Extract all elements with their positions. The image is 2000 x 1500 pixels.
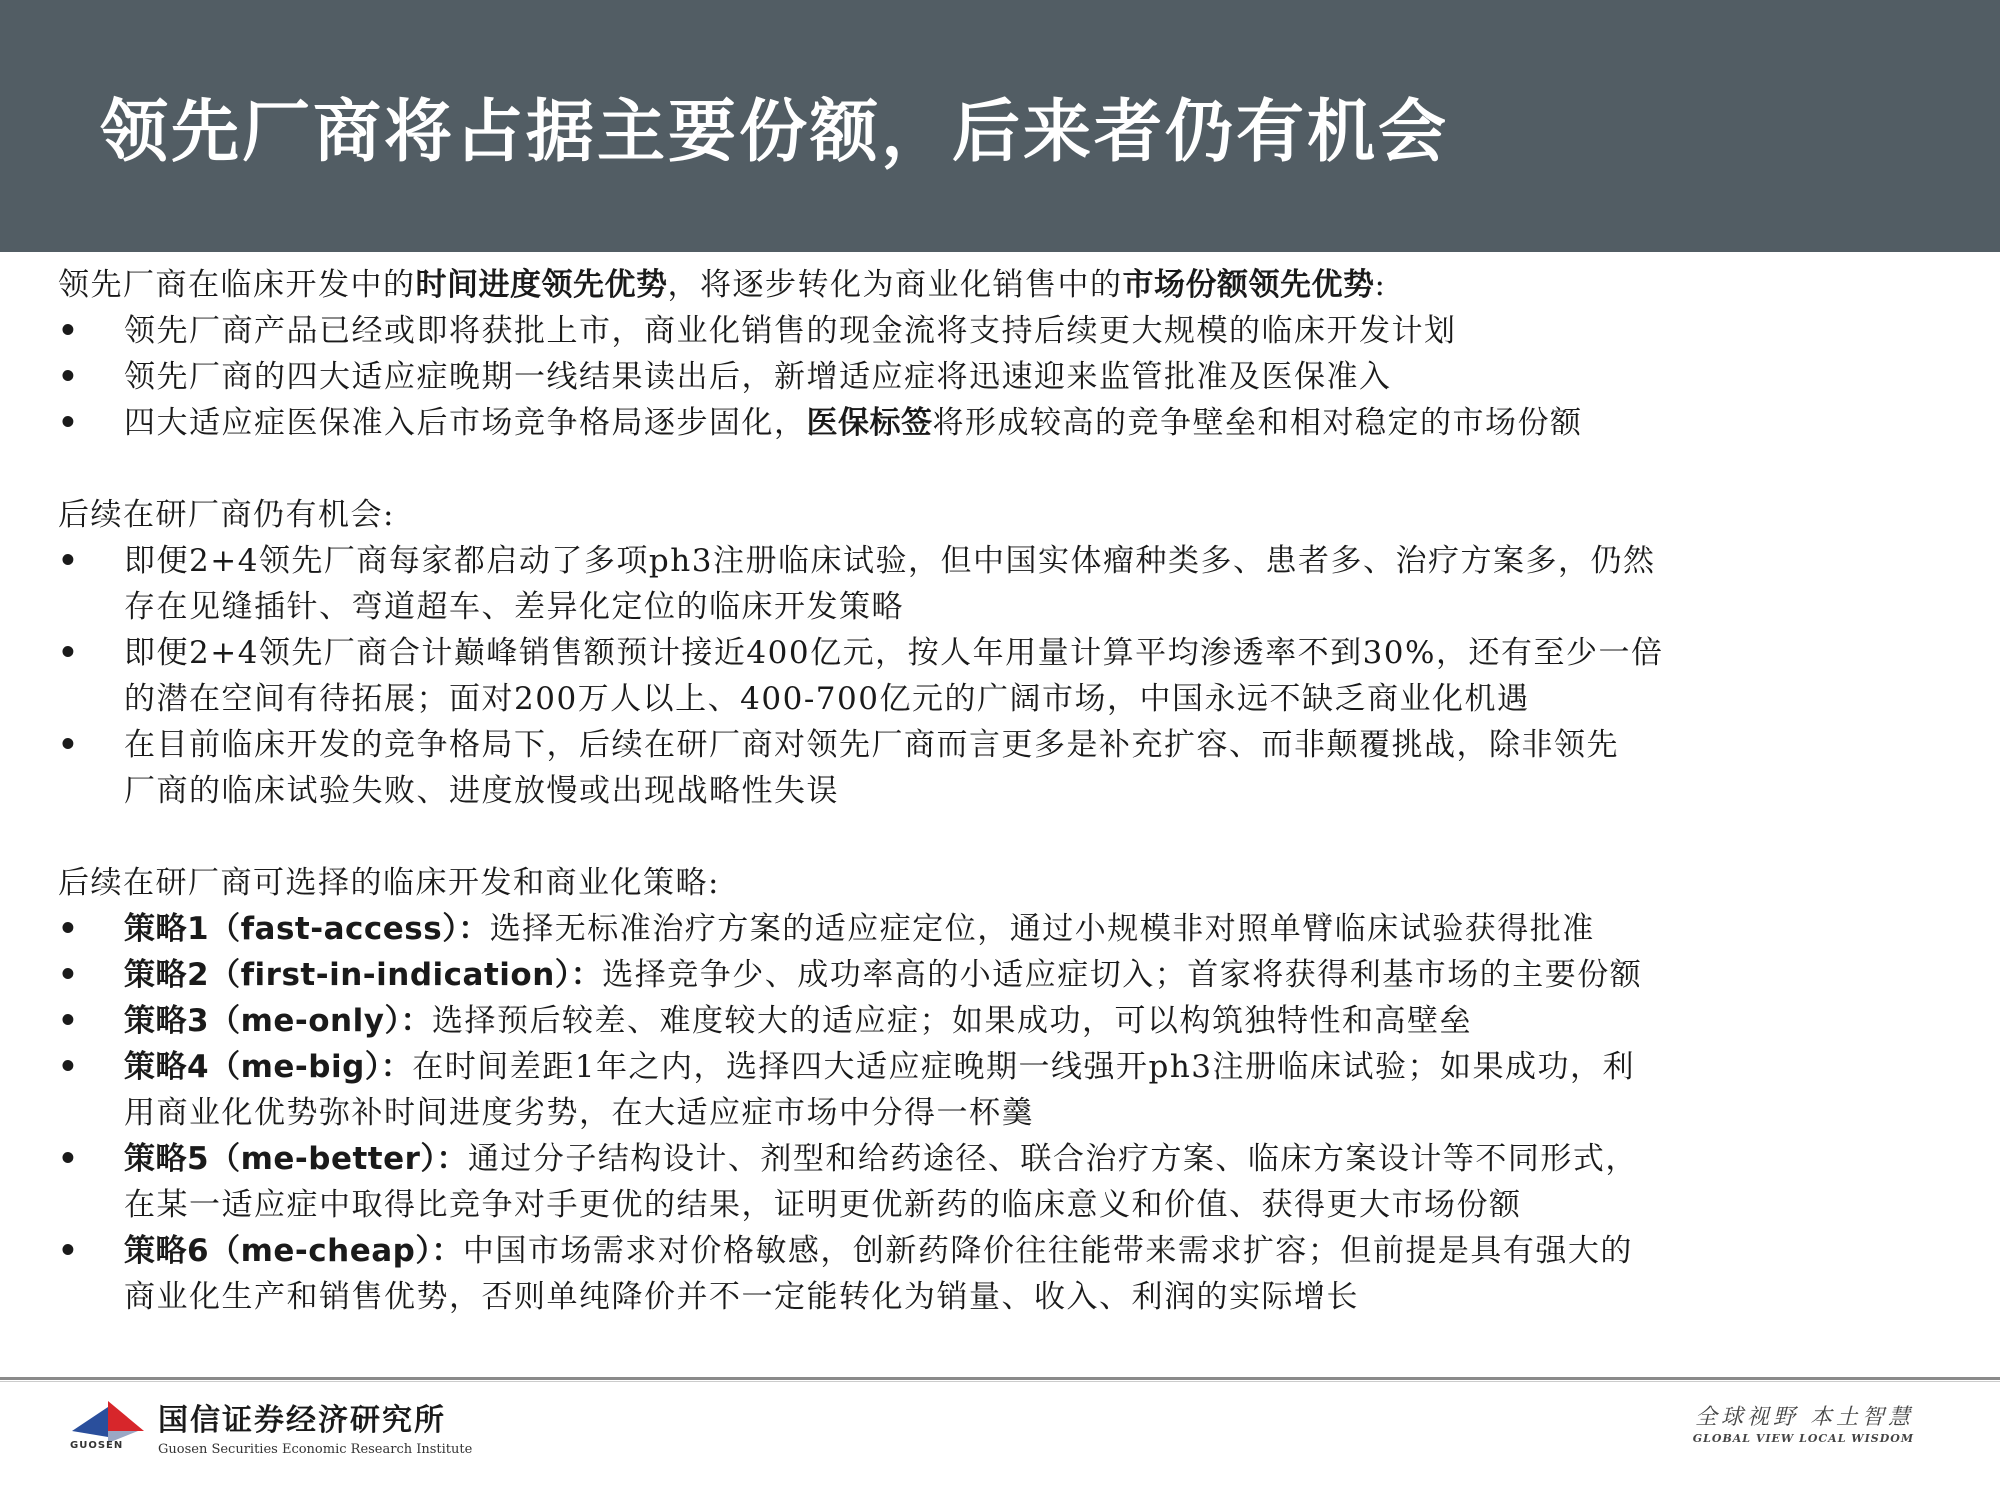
strategy-label: 策略6（me-cheap）： <box>124 1233 463 1269</box>
strategy-line1 <box>124 1136 1938 1182</box>
strategy-line2: 在某一适应症中取得比竞争对手更优的结果，证明更优新药的临床意义和价值、获得更大市场份额 <box>124 1187 1522 1223</box>
strategy-line1 <box>124 906 1938 952</box>
list-item-text-part: 将形成较高的竞争壁垒和相对稳定的市场份额 <box>932 405 1583 441</box>
bullet-icon: • <box>58 727 80 763</box>
title-bar <box>0 0 2000 252</box>
list-item-line1: 在目前临床开发的竞争格局下，后续在研厂商对领先厂商而言更多是补充扩容、而非颠覆挑战，除非领先 <box>124 727 1619 763</box>
slogan-english: GLOBAL VIEW LOCAL WISDOM <box>1692 1432 1914 1445</box>
strategy-text: 通过分子结构设计、剂型和给药途径、联合治疗方案、临床方案设计等不同形式， <box>467 1141 1638 1177</box>
section2-intro: 后续在研厂商仍有机会: <box>58 497 395 533</box>
section3-list <box>58 906 1938 1320</box>
section2-list <box>58 538 1938 814</box>
strategy-line1 <box>124 1044 1938 1090</box>
strategy-line2: 商业化生产和销售优势，否则单纯降价并不一定能转化为销量、收入、利润的实际增长 <box>124 1279 1359 1315</box>
list-item-line2: 厂商的临床试验失败、进度放慢或出现战略性失误 <box>124 773 839 809</box>
strategy-text: 选择预后较差、难度较大的适应症；如果成功，可以构筑独特性和高壁垒 <box>431 1003 1472 1039</box>
list-item-line2: 存在见缝插针、弯道超车、差异化定位的临床开发策略 <box>124 589 904 625</box>
strategy-line1 <box>124 1228 1938 1274</box>
strategy-text: 在时间差距1年之内，选择四大适应症晚期一线强开ph3注册临床试验；如果成功，利 <box>412 1049 1636 1085</box>
strategy-label: 策略5（me-better）： <box>124 1141 468 1177</box>
list-item-line2: 的潜在空间有待拓展；面对200万人以上、400-700亿元的广阔市场，中国永远不缺乏商业化机遇 <box>124 681 1530 717</box>
list-item <box>58 722 1938 814</box>
list-item <box>58 400 1938 446</box>
list-item-line1: 即便2+4领先厂商合计巅峰销售额预计接近400亿元，按人年用量计算平均渗透率不到30%，还有至少一倍 <box>124 635 1664 671</box>
bullet-icon: • <box>58 911 80 947</box>
company-name-english: Guosen Securities Economic Research Institute <box>158 1442 473 1457</box>
list-item-line1: 即便2+4领先厂商每家都启动了多项ph3注册临床试验，但中国实体瘤种类多、患者多、治疗方案多，仍然 <box>124 543 1656 579</box>
strategy-text: 中国市场需求对价格敏感，创新药降价往往能带来需求扩容；但前提是具有强大的 <box>462 1233 1633 1269</box>
bullet-icon: • <box>58 405 80 441</box>
section-spacer <box>58 814 1938 860</box>
list-item-text: 领先厂商产品已经或即将获批上市，商业化销售的现金流将支持后续更大规模的临床开发计划 <box>124 313 1457 349</box>
strategy-line2: 用商业化优势弥补时间进度劣势，在大适应症市场中分得一杯羹 <box>124 1095 1034 1131</box>
slogan: 全球视野 本土智慧 <box>1695 1405 1914 1430</box>
list-item <box>58 308 1938 354</box>
strategy-line1 <box>124 952 1938 998</box>
section1-intro-text: ，将逐步转化为商业化销售中的 <box>667 267 1123 303</box>
strategy-label: 策略2（first-in-indication）： <box>124 957 603 993</box>
strategy-text: 选择无标准治疗方案的适应症定位，通过小规模非对照单臂临床试验获得批准 <box>489 911 1595 947</box>
footer-divider-light <box>0 1381 2000 1382</box>
list-item-text <box>124 400 1938 446</box>
bullet-icon: • <box>58 957 80 993</box>
slide-body <box>58 262 1938 1320</box>
strategy-text: 选择竞争少、成功率高的小适应症切入；首家将获得利基市场的主要份额 <box>602 957 1643 993</box>
section3-intro: 后续在研厂商可选择的临床开发和商业化策略: <box>58 865 720 901</box>
strategy-label: 策略3（me-only）： <box>124 1003 432 1039</box>
section1-intro-emphasis: 市场份额领先优势 <box>1122 267 1375 303</box>
section1-intro-text: : <box>1374 267 1387 303</box>
list-item <box>58 354 1938 400</box>
strategy-item <box>58 1044 1938 1136</box>
section1-intro <box>58 262 1938 308</box>
strategy-item <box>58 998 1938 1044</box>
bullet-icon: • <box>58 313 80 349</box>
section1-intro-text: 领先厂商在临床开发中的 <box>58 267 416 303</box>
section1-list <box>58 308 1938 446</box>
list-item <box>58 538 1938 630</box>
list-item-text-part: 四大适应症医保准入后市场竞争格局逐步固化， <box>124 405 807 441</box>
footer-divider <box>0 1377 2000 1380</box>
bullet-icon: • <box>58 1233 80 1269</box>
bullet-icon: • <box>58 359 80 395</box>
logo-wordmark: GUOSEN <box>70 1440 124 1451</box>
list-item-text: 领先厂商的四大适应症晚期一线结果读出后，新增适应症将迅速迎来监管批准及医保准入 <box>124 359 1392 395</box>
strategy-line1 <box>124 998 1938 1044</box>
strategy-label: 策略1（fast-access）： <box>124 911 490 947</box>
bullet-icon: • <box>58 543 80 579</box>
strategy-item <box>58 952 1938 998</box>
section1-intro-emphasis: 时间进度领先优势 <box>415 267 668 303</box>
bullet-icon: • <box>58 1003 80 1039</box>
list-item <box>58 630 1938 722</box>
strategy-label: 策略4（me-big）： <box>124 1049 413 1085</box>
strategy-item <box>58 1136 1938 1228</box>
section-spacer <box>58 446 1938 492</box>
bullet-icon: • <box>58 1049 80 1085</box>
bullet-icon: • <box>58 1141 80 1177</box>
bullet-icon: • <box>58 635 80 671</box>
strategy-item <box>58 906 1938 952</box>
company-name: 国信证券经济研究所 <box>158 1403 446 1438</box>
guosen-logo-icon <box>68 1397 148 1469</box>
list-item-emphasis: 医保标签 <box>806 405 933 441</box>
strategy-item <box>58 1228 1938 1320</box>
slide-title: 领先厂商将占据主要份额，后来者仍有机会 <box>100 93 1450 172</box>
